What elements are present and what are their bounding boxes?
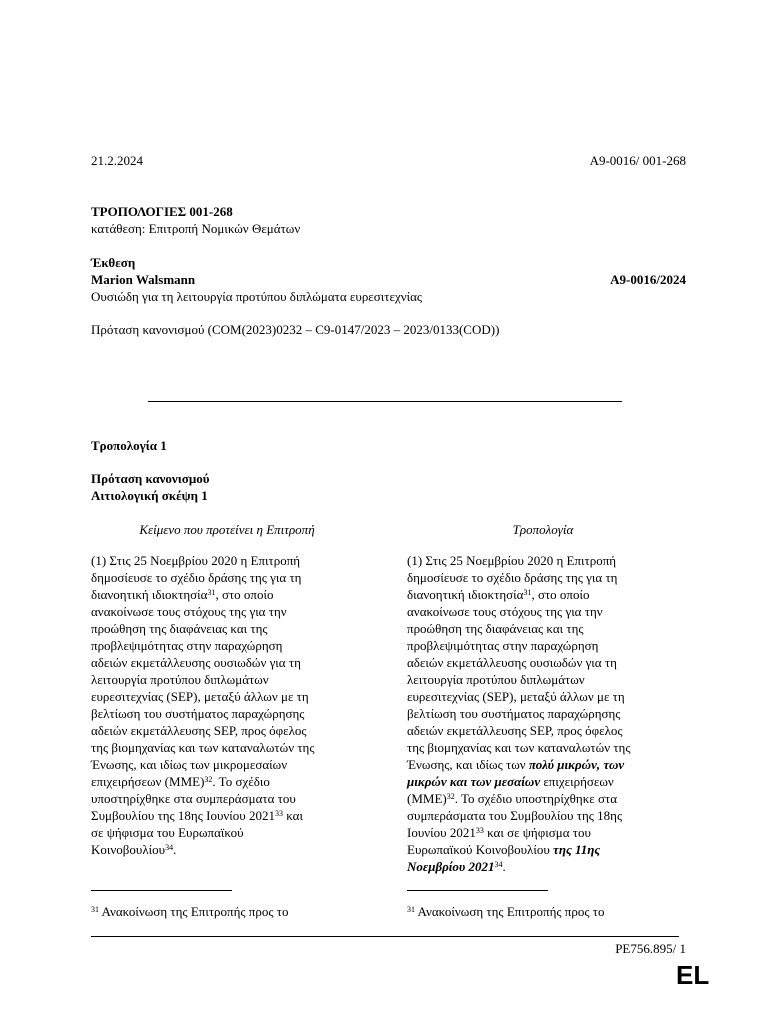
text-line: διανοητική ιδιοκτησία$^{31}$, στο οποίο: [91, 587, 274, 602]
text-line: προώθηση της διαφάνειας και της: [407, 621, 584, 636]
text-line: διανοητική ιδιοκτησία$^{31}$, στο οποίο: [407, 587, 590, 602]
footer-line: [91, 936, 679, 937]
text-line: λειτουργία προτύπου διπλωμάτων: [407, 672, 585, 687]
text-line: υποστηρίχθηκε στα συμπεράσματα του: [91, 791, 296, 806]
text-line: ευρεσιτεχνίας (SEP), μεταξύ άλλων με τη: [407, 689, 625, 704]
footnote-ref[interactable]: 31: [523, 588, 532, 597]
text-line: προώθηση της διαφάνειας και της: [91, 621, 268, 636]
text-line: (1) Στις 25 Νοεμβρίου 2020 η Επιτροπή: [407, 553, 617, 568]
text-line: Νοεμβρίου 2021$^{34}$.: [407, 859, 506, 874]
report-number: A9-0016/2024: [610, 272, 686, 287]
text-line: Ευρωπαϊκού Κοινοβουλίου της 11ης: [407, 842, 601, 857]
text-line: της βιομηχανίας και των καταναλωτών της: [91, 740, 315, 755]
report-subject: Ουσιώδη για τη λειτουργία προτύπου διπλώματα ευρεσιτεχνίας: [91, 289, 423, 304]
amended-text: πολύ μικρών, των: [528, 757, 625, 772]
text-line: αδειών εκμετάλλευσης ουσιωδών για τη: [407, 655, 617, 670]
text-line: Ένωσης, και ιδίως των μικρομεσαίων: [91, 757, 288, 772]
text-line: βελτίωση του συστήματος παραχώρησης: [407, 706, 621, 721]
footnote-ref[interactable]: 32: [204, 775, 213, 784]
text-line: δημοσίευσε το σχέδιο δράσης της για τη: [407, 570, 618, 585]
commission-text-column: [91, 552, 363, 858]
proposal-reference: Πρόταση κανονισμού (COM(2023)0232 – C9-0147/2023 – 2023/0133(COD)): [91, 322, 500, 337]
footnote-separator: [407, 890, 548, 891]
text-line: ευρεσιτεχνίας (SEP), μεταξύ άλλων με τη: [91, 689, 309, 704]
footnote-ref[interactable]: 32: [446, 792, 455, 801]
recital-label: Αιτιολογική σκέψη 1: [91, 488, 208, 503]
text-line: βελτίωση του συστήματος παραχώρησης: [91, 706, 305, 721]
text-line: (1) Στις 25 Νοεμβρίου 2020 η Επιτροπή: [91, 553, 301, 568]
text-line: ανακοίνωσε τους στόχους της για την: [91, 604, 287, 619]
text-line: προβλεψιμότητας στην παραχώρηση: [91, 638, 283, 653]
amendment-title: Τροπολογία 1: [91, 438, 167, 453]
text-line: $(MME)^{32}$. Το σχέδιο υποστηρίχθηκε στα: [407, 791, 618, 806]
text-line: Συμβουλίου της 18ης Ιουνίου 2021$^{33}$ και: [91, 808, 303, 823]
text-line: προβλεψιμότητας στην παραχώρηση: [407, 638, 599, 653]
text-line: λειτουργία προτύπου διπλωμάτων: [91, 672, 269, 687]
footnote-ref[interactable]: 34: [165, 843, 174, 852]
footnote-separator: [91, 890, 232, 891]
amendment-text-heading: Τροπολογία: [512, 522, 574, 537]
amended-text: της 11ης: [553, 842, 601, 857]
document-date: 21.2.2024: [91, 153, 143, 168]
tabled-by: κατάθεση: Επιτροπή Νομικών Θεμάτων: [91, 221, 301, 236]
footnote-left: $^{31}$ Ανακοίνωση της Επιτροπής προς το: [91, 904, 289, 919]
page-reference: PE756.895/ 1: [615, 941, 686, 956]
report-label: Έκθεση: [91, 255, 136, 270]
text-line: σε ψήφισμα του Ευρωπαϊκού: [91, 825, 244, 840]
text-line: της βιομηχανίας και των καταναλωτών της: [407, 740, 631, 755]
separator-line: [148, 401, 622, 402]
text-line: επιχειρήσεων $(MME)^{32}$. Το σχέδιο: [91, 774, 270, 789]
footnote-ref[interactable]: 33: [274, 809, 283, 818]
amended-text: μικρών και των μεσαίων: [407, 774, 541, 789]
text-line: αδειών εκμετάλλευσης SEP, προς όφελος: [91, 723, 307, 738]
proposal-label: Πρόταση κανονισμού: [91, 471, 210, 486]
text-line: δημοσίευσε το σχέδιο δράσης της για τη: [91, 570, 302, 585]
text-line: αδειών εκμετάλλευσης ουσιωδών για τη: [91, 655, 301, 670]
amended-text: Νοεμβρίου 2021: [407, 859, 495, 874]
amendment-text-column: [407, 552, 679, 875]
amendments-title: ΤΡΟΠΟΛΟΓΙΕΣ 001-268: [91, 204, 233, 219]
footnote-ref[interactable]: 33: [475, 826, 484, 835]
footnote-ref[interactable]: 34: [494, 860, 503, 869]
text-line: ανακοίνωσε τους στόχους της για την: [407, 604, 603, 619]
text-line: Κοινοβουλίου$^{34}$.: [91, 842, 177, 857]
document-reference: A9-0016/ 001-268: [589, 153, 686, 168]
text-line: αδειών εκμετάλλευσης SEP, προς όφελος: [407, 723, 623, 738]
commission-text-heading: Κείμενο που προτείνει η Επιτροπή: [139, 522, 315, 537]
text-line: μικρών και των μεσαίων επιχειρήσεων: [407, 774, 614, 789]
language-code: EL: [676, 960, 710, 990]
footnote-ref[interactable]: 31: [207, 588, 216, 597]
text-line: συμπεράσματα του Συμβουλίου της 18ης: [407, 808, 623, 823]
rapporteur-name: Marion Walsmann: [91, 272, 196, 287]
text-line: Ιουνίου 2021$^{33}$ και σε ψήφισμα του: [407, 825, 591, 840]
text-line: Ένωσης, και ιδίως των πολύ μικρών, των: [407, 757, 625, 772]
footnote-right: $^{31}$ Ανακοίνωση της Επιτροπής προς το: [407, 904, 605, 919]
